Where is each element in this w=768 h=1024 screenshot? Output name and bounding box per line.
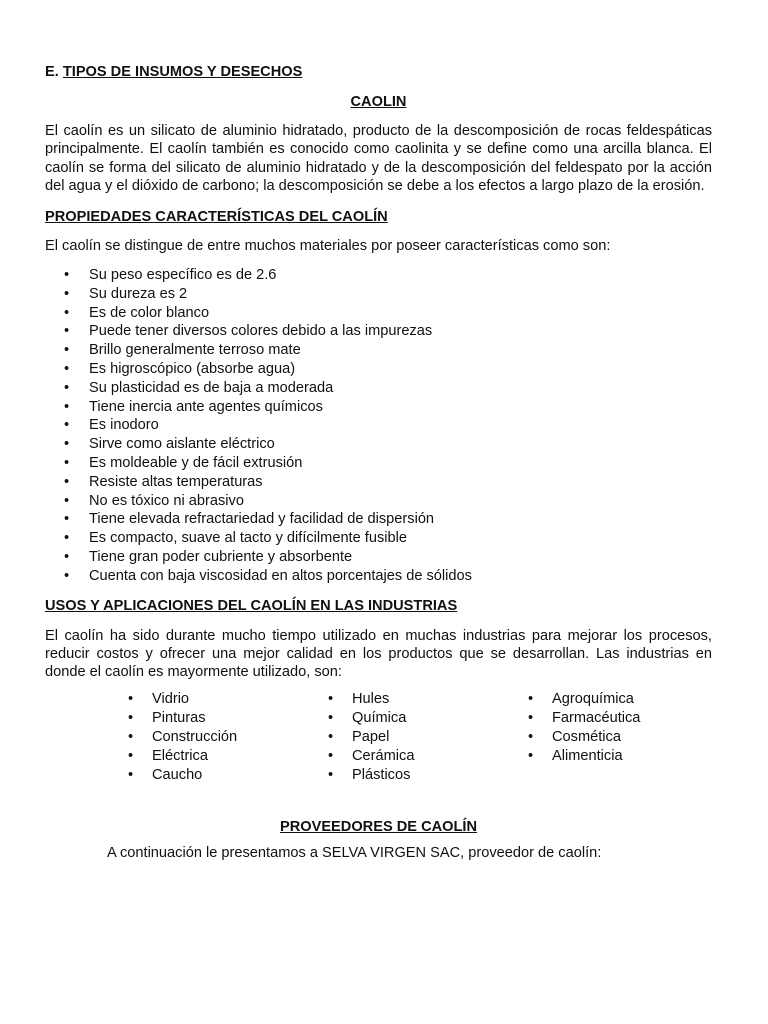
section-e-prefix: E. — [45, 64, 63, 80]
list-item — [45, 510, 712, 529]
list-item — [45, 416, 712, 435]
list-item — [45, 548, 712, 567]
bullet-icon: • — [64, 492, 70, 509]
list-item — [507, 709, 707, 728]
industries-list-3 — [507, 690, 707, 766]
list-item — [45, 304, 712, 323]
industries-list-2 — [307, 690, 507, 785]
bullet-icon: • — [64, 361, 70, 378]
properties-title: PROPIEDADES CARACTERÍSTICAS DEL CAOLÍN — [45, 208, 388, 225]
list-item-text: Construcción — [152, 728, 238, 745]
list-item — [45, 529, 712, 548]
bullet-icon: • — [64, 436, 70, 453]
list-item-text: Su peso específico es de 2.6 — [89, 267, 277, 284]
bullet-icon: • — [528, 709, 534, 726]
properties-intro: El caolín se distingue de entre muchos materiales por poseer características como son: — [45, 237, 611, 254]
list-item — [507, 728, 707, 747]
list-item — [107, 690, 307, 709]
list-item — [45, 322, 712, 341]
list-item-text: Hules — [352, 690, 390, 707]
list-item-text: Su dureza es 2 — [89, 285, 188, 302]
list-item-text: Cosmética — [552, 728, 621, 745]
properties-list — [45, 266, 712, 586]
list-item-text: Papel — [352, 728, 390, 745]
list-item-text: Su plasticidad es de baja a moderada — [89, 379, 334, 396]
bullet-icon: • — [64, 511, 70, 528]
bullet-icon: • — [128, 690, 134, 707]
bullet-icon: • — [64, 567, 70, 584]
list-item-text: Tiene inercia ante agentes químicos — [89, 398, 323, 415]
bullet-icon: • — [64, 417, 70, 434]
list-item — [45, 473, 712, 492]
bullet-icon: • — [64, 323, 70, 340]
document-page — [45, 62, 712, 862]
list-item — [45, 341, 712, 360]
list-item-text: Farmacéutica — [552, 709, 641, 726]
properties-heading — [45, 207, 712, 227]
list-item-text: Es compacto, suave al tacto y difícilmente fusible — [89, 530, 407, 547]
list-item — [45, 567, 712, 586]
bullet-icon: • — [328, 728, 334, 745]
list-item — [307, 728, 507, 747]
list-item — [307, 709, 507, 728]
list-item-text: No es tóxico ni abrasivo — [89, 492, 244, 509]
list-item-text: Cerámica — [352, 747, 415, 764]
bullet-icon: • — [64, 548, 70, 565]
bullet-icon: • — [64, 304, 70, 321]
bullet-icon: • — [64, 342, 70, 359]
list-item-text: Tiene elevada refractariedad y facilidad de dispersión — [89, 511, 435, 528]
uses-title: USOS Y APLICACIONES DEL CAOLÍN EN LAS INDUSTRIAS — [45, 597, 458, 614]
suppliers-intro: A continuación le presentamos a SELVA VIRGEN SAC, proveedor de caolín: — [107, 844, 602, 861]
bullet-icon: • — [64, 267, 70, 284]
caolin-title: CAOLIN — [350, 94, 407, 110]
list-item — [45, 379, 712, 398]
list-item-text: Alimenticia — [552, 747, 623, 764]
bullet-icon: • — [328, 709, 334, 726]
bullet-icon: • — [128, 728, 134, 745]
industries-column-3 — [507, 690, 707, 785]
industries-list-1 — [107, 690, 307, 785]
bullet-icon: • — [64, 473, 70, 490]
bullet-icon: • — [528, 690, 534, 707]
bullet-icon: • — [528, 747, 534, 764]
list-item-text: Es de color blanco — [89, 304, 210, 321]
list-item-text: Brillo generalmente terroso mate — [89, 342, 301, 359]
list-item — [45, 285, 712, 304]
list-item-text: Sirve como aislante eléctrico — [89, 436, 275, 453]
list-item-text: Cuenta con baja viscosidad en altos porcentajes de sólidos — [89, 567, 472, 584]
bullet-icon: • — [128, 766, 134, 783]
list-item — [45, 454, 712, 473]
list-item-text: Química — [352, 709, 407, 726]
list-item — [107, 747, 307, 766]
list-item — [107, 709, 307, 728]
list-item-text: Es inodoro — [89, 417, 159, 434]
industries-columns — [107, 690, 712, 785]
list-item — [307, 747, 507, 766]
section-e-title: TIPOS DE INSUMOS Y DESECHOS — [62, 64, 303, 80]
bullet-icon: • — [328, 766, 334, 783]
bullet-icon: • — [328, 747, 334, 764]
list-item-text: Es moldeable y de fácil extrusión — [89, 455, 303, 471]
list-item — [45, 398, 712, 417]
uses-heading — [45, 596, 712, 616]
list-item-text: Es higroscópico (absorbe agua) — [89, 361, 296, 378]
list-item-text: Eléctrica — [152, 747, 208, 764]
list-item — [507, 747, 707, 766]
list-item — [107, 728, 307, 747]
bullet-icon: • — [328, 690, 334, 707]
bullet-icon: • — [64, 530, 70, 547]
bullet-icon: • — [528, 728, 534, 745]
list-item-text: Agroquímica — [552, 690, 634, 707]
list-item — [507, 690, 707, 709]
list-item — [307, 766, 507, 785]
list-item-text: Resiste altas temperaturas — [89, 473, 263, 490]
list-item-text: Tiene gran poder cubriente y absorbente — [89, 548, 353, 565]
list-item-text: Puede tener diversos colores debido a las impurezas — [89, 323, 433, 340]
industries-column-2 — [307, 690, 507, 785]
uses-paragraph: El caolín ha sido durante mucho tiempo utilizado en muchas industrias para mejorar los procesos, reducir costos y ofrecer una mejor calidad en los productos que se desarrollan. Las industrias en donde el caolín es mayormente utilizado, son: — [45, 627, 712, 681]
bullet-icon: • — [128, 747, 134, 764]
bullet-icon: • — [64, 398, 70, 415]
list-item — [45, 266, 712, 285]
list-item — [307, 690, 507, 709]
list-item — [45, 435, 712, 454]
list-item-text: Vidrio — [152, 690, 190, 707]
caolin-paragraph: El caolín es un silicato de aluminio hidratado, producto de la descomposición de rocas feldespáticas principalmente. El caolín también es conocido como caolinita y se define como una arcilla blanca. El caolín se forma del silicato de aluminio hidratado y de la descomposición del feldespato por la acción del agua y el dióxido de carbono; la descomposición se debe a los efectos a largo plazo de la erosión. — [45, 123, 712, 195]
list-item-text: Pinturas — [152, 709, 206, 726]
list-item-text: Caucho — [152, 766, 203, 783]
bullet-icon: • — [64, 285, 70, 302]
list-item — [45, 360, 712, 379]
section-e-heading — [45, 62, 712, 82]
bullet-icon: • — [128, 709, 134, 726]
bullet-icon: • — [64, 455, 70, 471]
list-item — [107, 766, 307, 785]
list-item — [45, 492, 712, 511]
list-item-text: Plásticos — [352, 766, 411, 783]
bullet-icon: • — [64, 379, 70, 396]
suppliers-title: PROVEEDORES DE CAOLÍN — [279, 818, 478, 835]
industries-column-1 — [107, 690, 307, 785]
